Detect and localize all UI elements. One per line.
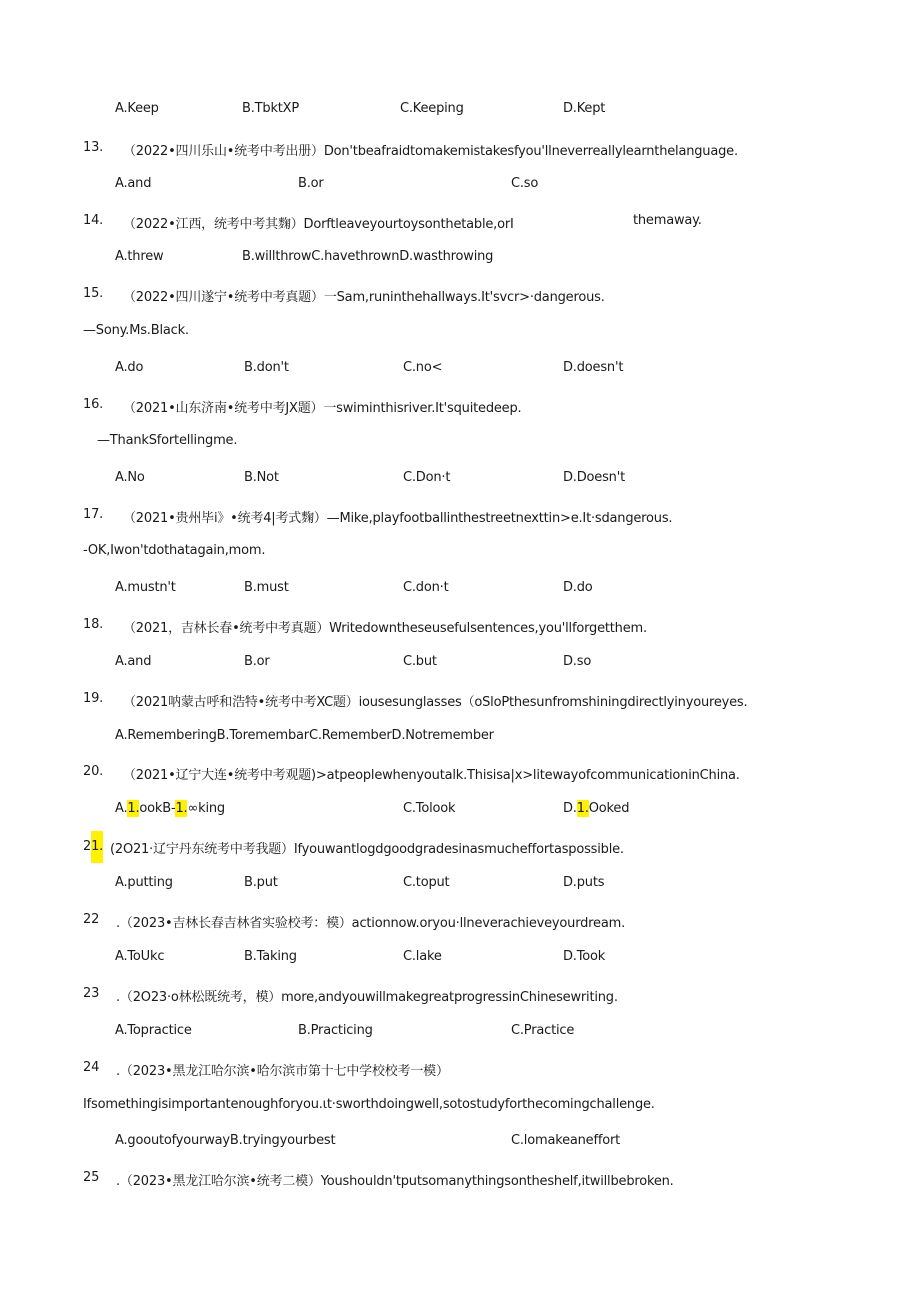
- option-b: B.Not: [244, 470, 279, 485]
- option-d: [563, 801, 629, 816]
- question-text: .（2023•黑龙江哈尔滨•哈尔滨市第十七中学校校考一模）: [116, 1064, 449, 1079]
- option-a: A.and: [115, 176, 152, 191]
- option-d: D.so: [563, 654, 592, 669]
- option-b: B.or: [298, 176, 324, 191]
- option-c: C.so: [511, 176, 539, 191]
- highlighted-text: 1.: [91, 831, 103, 863]
- highlighted-text: 1.: [576, 801, 589, 816]
- option-a: A.do: [115, 360, 144, 375]
- dialogue-reply: —ThankSfortellingme.: [97, 433, 238, 448]
- question-number: 13.: [83, 140, 104, 155]
- option-a: A.mustn't: [115, 580, 176, 595]
- option-c: C.toput: [403, 875, 450, 890]
- option-a: A.Topractice: [115, 1023, 192, 1038]
- option-c: C.Keeping: [400, 101, 464, 116]
- option-d-text: Ooked: [588, 801, 630, 816]
- option-d-label: D.: [563, 801, 577, 816]
- option-a: A.and: [115, 654, 152, 669]
- question-number: 19.: [83, 691, 104, 706]
- question-number: 18.: [83, 617, 104, 632]
- dialogue-reply: -OK,Iwon'tdothatagain,mom.: [83, 543, 266, 558]
- question-number: 25: [83, 1170, 100, 1185]
- option-d: D.puts: [563, 875, 605, 890]
- question-number: 15.: [83, 286, 104, 301]
- option-a: A.No: [115, 470, 145, 485]
- question-number: 23: [83, 986, 100, 1001]
- highlighted-text: 1.: [127, 801, 140, 816]
- option-c: C.no<: [403, 360, 443, 375]
- option-b: B.don't: [244, 360, 289, 375]
- option-d: D.Kept: [563, 101, 606, 116]
- option-b-text: ∞king: [187, 801, 225, 816]
- option-c: C.Don·t: [403, 470, 451, 485]
- question-text: .（2O23·o林松既统考，模）more,andyouwillmakegreatprogressinChinesewriting.: [116, 990, 618, 1005]
- question-text: （2022•四川遂宁•统考中考真题）一Sam,runinthehallways.It'svcr>·dangerous.: [123, 290, 605, 305]
- question-number: 14.: [83, 213, 104, 228]
- question-text: （2021，吉林长春•统考中考真题）Writedowntheseusefulsentences,you'llforgetthem.: [123, 621, 647, 636]
- question-text: （2021•山东济南•统考中考JX题）一swiminthisriver.It'squitedeep.: [123, 401, 522, 416]
- question-body: Ifsomethingisimportantenoughforyou.ιt·sworthdoingwell,sotostudyforthecomingchallenge.: [83, 1097, 655, 1112]
- question-number-digit: 2: [83, 839, 92, 854]
- question-number: 20.: [83, 764, 104, 779]
- option-c: C.Tolook: [403, 801, 456, 816]
- option-a: A.putting: [115, 875, 173, 890]
- option-b: B.put: [244, 875, 278, 890]
- question-number: 16.: [83, 397, 104, 412]
- option-a: A.ToUkc: [115, 949, 165, 964]
- question-text-end: themaway.: [633, 213, 702, 228]
- option-b: B.TbktXP: [242, 101, 300, 116]
- options-ab: [115, 801, 225, 816]
- option-a: A.Keep: [115, 101, 159, 116]
- question-text: .（2023•吉林长春吉林省实验校考：模）actionnow.oryou·llneverachieveyourdream.: [116, 916, 626, 931]
- question-text: （2021呐蒙古呼和浩特•统考中考XC题）iousesunglasses（oSloPthesunfromshiningdirectlyinyoureyes.: [123, 695, 748, 710]
- question-number: [83, 831, 103, 863]
- question-text: （2021•辽宁大连•统考中考观题)>atpeoplewhenyoutalk.Thisisa|x>litewayofcommunicationinChina.: [123, 768, 740, 783]
- options-ab: A.gooutofyourwayB.tryingyourbest: [115, 1133, 336, 1148]
- option-a: A.threw: [115, 249, 164, 264]
- option-c: C.don·t: [403, 580, 449, 595]
- option-d: D.Doesn't: [563, 470, 625, 485]
- option-c: C.lake: [403, 949, 442, 964]
- question-text: （2022•江西，统考中考其麴）Dorftleaveyourtoysonthetable,orI: [123, 217, 514, 232]
- option-b: B.Practicing: [298, 1023, 373, 1038]
- options-bcd: B.willthrowC.havethrownD.wasthrowing: [242, 249, 494, 264]
- option-b: B.Taking: [244, 949, 297, 964]
- option-d: D.do: [563, 580, 593, 595]
- option-a-b-text: ookB-: [139, 801, 176, 816]
- option-b: B.must: [244, 580, 289, 595]
- option-a-label: A.: [115, 801, 128, 816]
- question-text: （2022•四川乐山•统考中考出册）Don'tbeafraidtomakemistakesfyou'llneverreallylearnthelanguage.: [123, 144, 738, 159]
- question-number: 17.: [83, 507, 104, 522]
- highlighted-text: 1.: [175, 801, 188, 816]
- options-all: A.RememberingB.ToremembarC.RememberD.Notremember: [115, 728, 494, 743]
- question-text: .（2023•黑龙江哈尔滨•统考二模）Youshouldn'tputsomanythingsontheshelf,itwillbebroken.: [116, 1174, 674, 1189]
- option-c: C.Practice: [511, 1023, 575, 1038]
- question-number: 22: [83, 912, 100, 927]
- option-d: D.doesn't: [563, 360, 624, 375]
- option-b: B.or: [244, 654, 270, 669]
- question-number: 24: [83, 1060, 100, 1075]
- question-text: (2O21·辽宁丹东统考中考我题）Ifyouwantlogdgoodgradesinasmucheffortaspossible.: [110, 842, 624, 857]
- option-c: C.but: [403, 654, 437, 669]
- option-d: D.Took: [563, 949, 606, 964]
- option-c: C.lomakeaneffort: [511, 1133, 621, 1148]
- dialogue-reply: —Sony.Ms.Black.: [83, 323, 189, 338]
- question-text: （2021•贵州毕i》•统考4|考式麴）—Mike,playfootballinthestreetnexttin>e.It·sdangerous.: [123, 511, 673, 526]
